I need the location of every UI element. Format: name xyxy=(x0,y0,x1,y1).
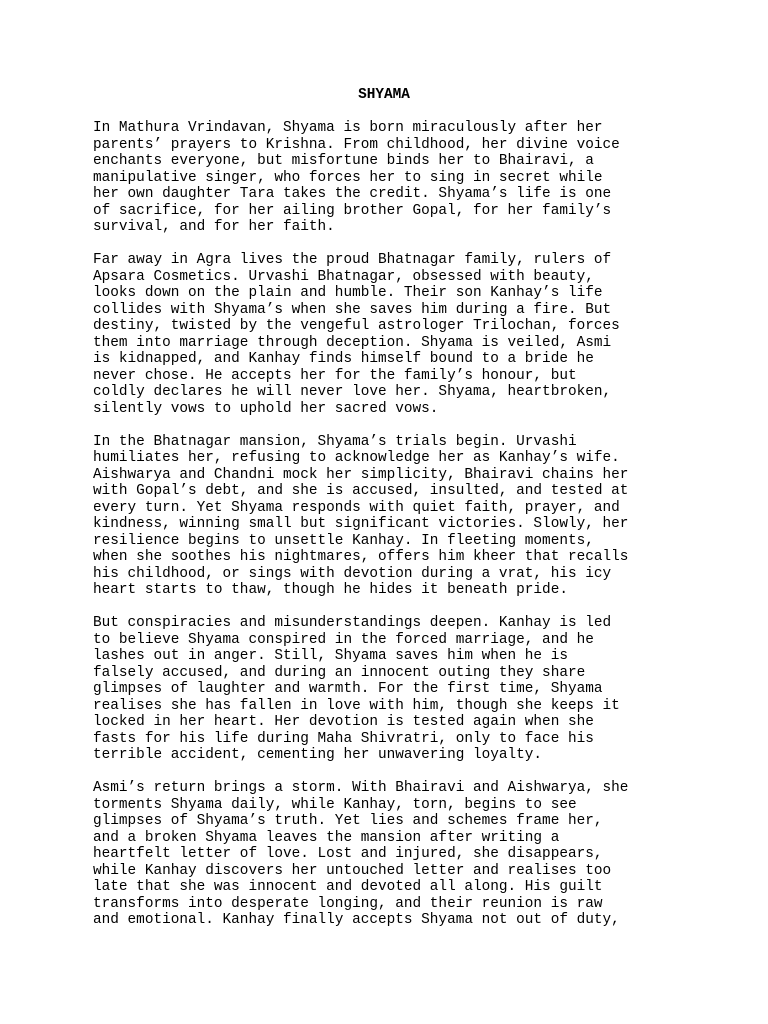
paragraph-2: Far away in Agra lives the proud Bhatnagar family, rulers of Apsara Cosmetics. Urvashi Bhatnagar, obsessed with beauty, looks down on the plain and humble. Their son Kanhay’s life collides with Shyama’s when she saves him during a fire. But destiny, twisted by the vengeful astrologer Trilochan, forces them into marriage through deception. Shyama is veiled, Asmi is kidnapped, and Kanhay finds himself bound to a bride he never chose. He accepts her for the family’s honour, but coldly declares he will never love her. Shyama, heartbroken, silently vows to uphold her sacred vows. xyxy=(93,252,620,417)
paragraph-5: Asmi’s return brings a storm. With Bhairavi and Aishwarya, she torments Shyama daily, while Kanhay, torn, begins to see glimpses of Shyama’s truth. Yet lies and schemes frame her, and a broken Shyama leaves the mansion after writing a heartfelt letter of love. Lost and injured, she disappears, while Kanhay discovers her untouched letter and realises too late that she was innocent and devoted all along. His guilt transforms into desperate longing, and their reunion is raw and emotional. Kanhay finally accepts Shyama not out of duty, xyxy=(93,780,629,928)
paragraph-3: In the Bhatnagar mansion, Shyama’s trials begin. Urvashi humiliates her, refusing to acknowledge her as Kanhay’s wife. Aishwarya and Chandni mock her simplicity, Bhairavi chains her with Gopal’s debt, and she is accused, insulted, and tested at every turn. Yet Shyama responds with quiet faith, prayer, and kindness, winning small but significant victories. Slowly, her resilience begins to unsettle Kanhay. In fleeting moments, when she soothes his nightmares, offers him kheer that recalls his childhood, or sings with devotion during a vrat, his icy heart starts to thaw, though he hides it beneath pride. xyxy=(93,433,629,598)
paragraph-4: But conspiracies and misunderstandings deepen. Kanhay is led to believe Shyama conspired in the forced marriage, and he lashes out in anger. Still, Shyama saves him when he is falsely accused, and during an innocent outing they share glimpses of laughter and warmth. For the first time, Shyama realises she has fallen in love with him, though she keeps it locked in her heart. Her devotion is tested again when she fasts for his life during Maha Shivratri, only to face his terrible accident, cementing her unwavering loyalty. xyxy=(93,615,620,763)
document-title: SHYAMA xyxy=(358,87,410,103)
document-body xyxy=(93,120,693,945)
paragraph-1: In Mathura Vrindavan, Shyama is born miraculously after her parents’ prayers to Krishna. From childhood, her divine voice enchants everyone, but misfortune binds her to Bhairavi, a manipulative singer, who forces her to sing in secret while her own daughter Tara takes the credit. Shyama’s life is one of sacrifice, for her ailing brother Gopal, for her family’s survival, and for her faith. xyxy=(93,120,620,235)
